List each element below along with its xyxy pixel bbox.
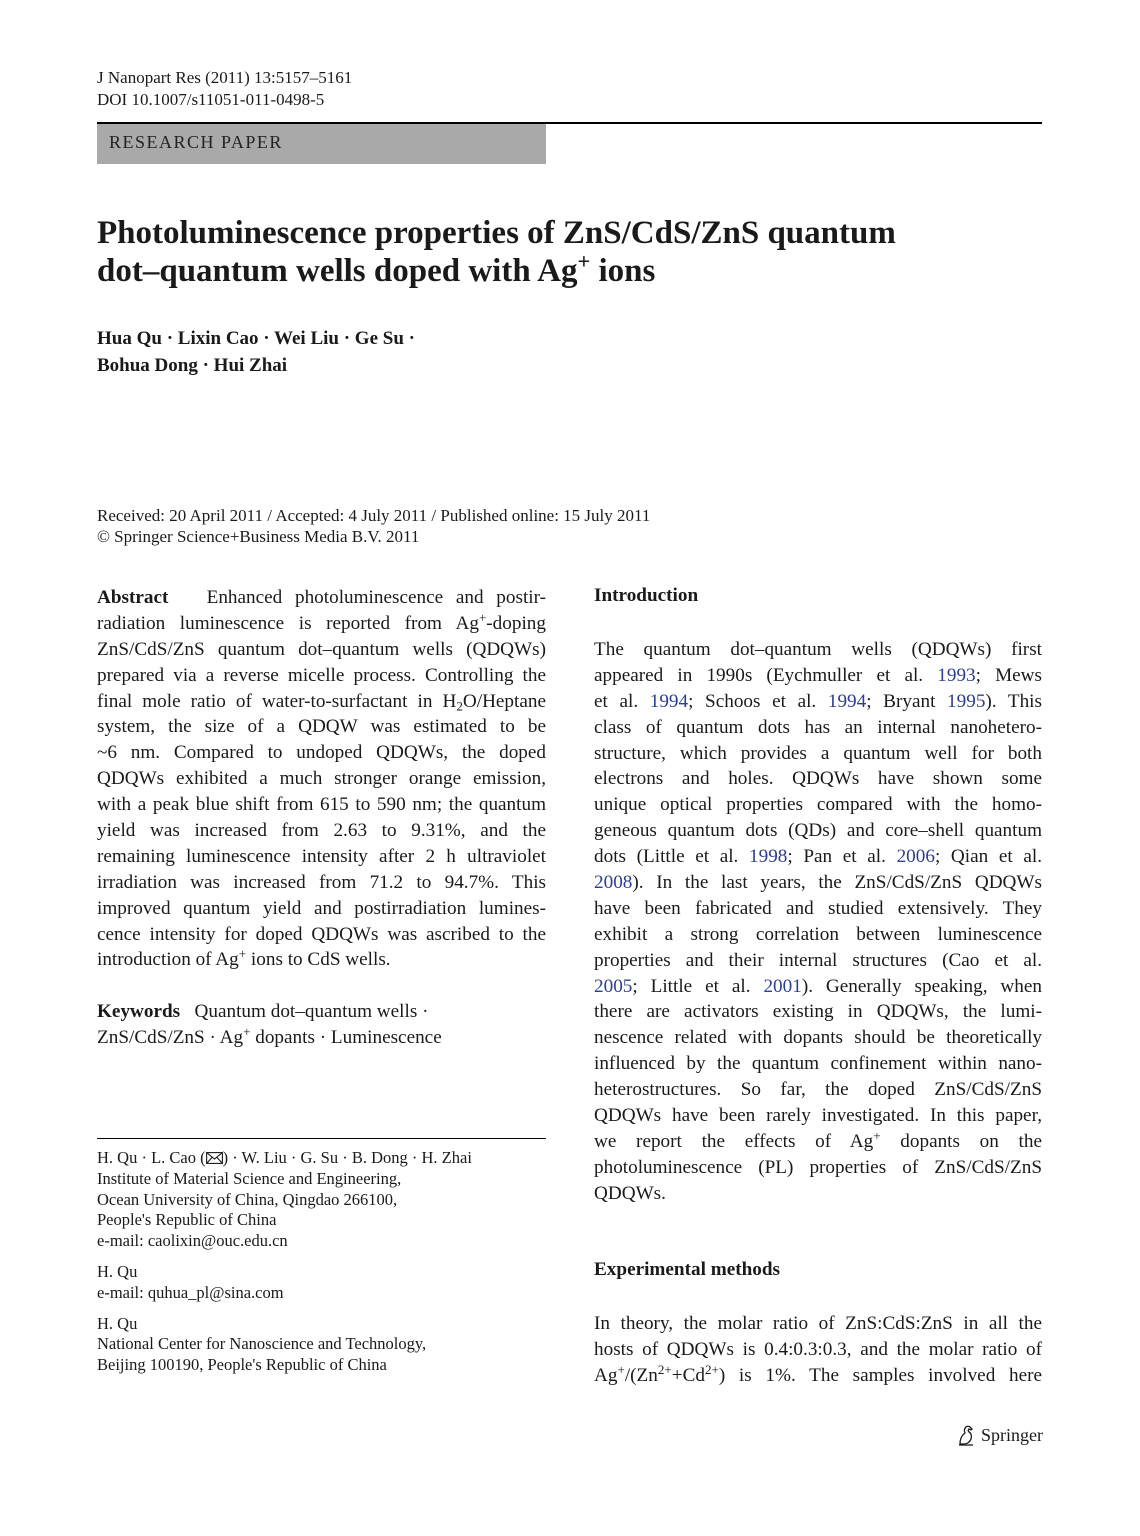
journal-citation: J Nanopart Res (2011) 13:5157–5161 xyxy=(97,68,353,87)
affiliation-country: People's Republic of China xyxy=(97,1210,277,1230)
affiliation-city: Beijing 100190, People's Republic of China xyxy=(97,1355,387,1375)
citation-link[interactable]: 2001 xyxy=(763,975,802,997)
publication-dates xyxy=(97,505,650,547)
affiliation-institute: National Center for Nanoscience and Technology, xyxy=(97,1334,427,1354)
affiliation-rule xyxy=(97,1138,546,1139)
journal-info xyxy=(97,67,352,111)
springer-horse-icon xyxy=(956,1424,976,1446)
abstract-label: Abstract xyxy=(97,587,169,608)
abstract-line: remaining luminescence intensity after 2 h ultraviolet xyxy=(97,845,546,867)
affiliations xyxy=(97,1148,546,1386)
abstract-line: radiation luminescence is reported from Ag+-doping xyxy=(97,610,546,634)
abstract-line: improved quantum yield and postirradiation lumines- xyxy=(97,897,546,919)
abstract-line: Abstract Enhanced photoluminescence and postir- xyxy=(97,587,546,608)
abstract-line: with a peak blue shift from 615 to 590 nm; the quantum xyxy=(97,794,546,816)
author-list xyxy=(97,325,415,379)
section-heading-introduction: Introduction xyxy=(594,585,699,606)
experimental-body: In theory, the molar ratio of ZnS:CdS:ZnS in all the hosts of QDQWs is 0.4:0.3:0.3, and the molar ratio of $Ag^+/(Zn^{2+}+Cd^{2+})$ is 1%. The samples involved here xyxy=(594,1313,1042,1386)
copyright: © Springer Science+Business Media B.V. 2011 xyxy=(97,527,420,546)
citation-link[interactable]: 1998 xyxy=(749,846,788,868)
affiliation-block-3 xyxy=(97,1314,546,1376)
abstract-line: QDQWs exhibited a much stronger orange emission, xyxy=(97,768,546,790)
citation-link[interactable]: 2006 xyxy=(896,846,935,868)
abstract-line: ZnS/CdS/ZnS quantum dot–quantum wells (QDQWs) xyxy=(97,638,546,660)
section-heading-experimental: Experimental methods xyxy=(594,1259,781,1280)
email-quhua[interactable]: e-mail: quhua_pl@sina.com xyxy=(97,1282,284,1302)
title-line-2: dot–quantum wells doped with Ag+ ions xyxy=(97,248,656,289)
keywords xyxy=(97,999,546,1051)
affiliation-authors: H. Qu · L. Cao ( ) · W. Liu · G. Su · B. Dong · H. Zhai xyxy=(97,1148,472,1167)
keywords-line: ZnS/CdS/ZnS · Ag+ dopants · Luminescence xyxy=(97,1023,442,1048)
citation-link[interactable]: 2005 xyxy=(594,975,633,997)
doi: DOI 10.1007/s11051-011-0498-5 xyxy=(97,90,325,109)
abstract-line: yield was increased from 2.63 to 9.31%, and the xyxy=(97,820,546,842)
citation-link[interactable]: 1993 xyxy=(937,664,976,686)
citation-link[interactable]: 1994 xyxy=(827,690,867,712)
keywords-line: Keywords Quantum dot–quantum wells · xyxy=(97,1001,429,1022)
affiliation-block-2 xyxy=(97,1262,546,1304)
abstract-line: ~6 nm. Compared to undoped QDQWs, the doped xyxy=(97,742,546,764)
date-history: Received: 20 April 2011 / Accepted: 4 July 2011 / Published online: 15 July 2011 xyxy=(97,506,651,525)
title-line-1: Photoluminescence properties of ZnS/CdS/ZnS quantum xyxy=(97,215,896,251)
affiliation-author: H. Qu xyxy=(97,1261,138,1281)
affiliation-institute: Institute of Material Science and Engineering, xyxy=(97,1168,402,1188)
springer-logo xyxy=(956,1424,1043,1446)
abstract-line: prepared via a reverse micelle process. Controlling the xyxy=(97,664,546,686)
citation-link[interactable]: 1995 xyxy=(947,690,986,712)
abstract-line: final mole ratio of water-to-surfactant in $H_2O$/Heptane xyxy=(97,690,546,713)
abstract-line: cence intensity for doped QDQWs was ascribed to the xyxy=(97,923,546,945)
authors-line-1: Hua Qu · Lixin Cao · Wei Liu · Ge Su · xyxy=(97,328,415,349)
authors-line-2: Bohua Dong · Hui Zhai xyxy=(97,355,288,376)
paper-type-label: RESEARCH PAPER xyxy=(109,132,283,152)
abstract-line: irradiation was increased from 71.2 to 94.7%. This xyxy=(97,871,546,893)
publisher-name: Springer xyxy=(981,1424,1043,1445)
affiliation-university: Ocean University of China, Qingdao 266100, xyxy=(97,1189,398,1209)
abstract-line: system, the size of a QDQW was estimated to be xyxy=(97,716,546,738)
keywords-label: Keywords xyxy=(97,1001,181,1022)
affiliation-block-1 xyxy=(97,1148,546,1252)
introduction-body: The quantum dot–quantum wells (QDQWs) first appeared in 1990s (Eychmuller et al. 1993; Mews et al. 1994; Schoos et al. 1994; Bryant 1995). This class of quantum dots has an internal nanohetero- structure, which provides a quantum well for both electrons and holes. QDQWs have shown some unique optical properties compared with the homo- geneous quantum dots (QDs) and core–shell quantum dots (Little et al. 1998; Pan et al. 2006; Qian et al. 2008). In the last years, the ZnS/CdS/ZnS QDQWs have been fabricated and studied extensively. They exhibit a strong correlation between luminescence properties and their internal structures (Cao et al. 2005; Little et al. 2001). Generally speaking, when there are activators existing in QDQWs, the lumi- nescence related with dopants should be theoretically influenced by the quantum confinement within nano- heterostructures. So far, the doped ZnS/CdS/ZnS QDQWs have been rarely investigated. In this paper, we report the effects of Ag+ dopants on the photoluminescence (PL) properties of ZnS/CdS/ZnS QDQWs. xyxy=(594,639,1042,1204)
affiliation-author: H. Qu xyxy=(97,1313,138,1333)
article-title xyxy=(97,214,997,290)
abstract xyxy=(97,585,546,973)
citation-link[interactable]: 2008 xyxy=(594,872,633,894)
abstract-line: introduction of Ag+ ions to CdS wells. xyxy=(97,946,391,971)
citation-link[interactable]: 1994 xyxy=(649,690,689,712)
envelope-icon xyxy=(206,1152,223,1164)
email-caolixin[interactable]: e-mail: caolixin@ouc.edu.cn xyxy=(97,1231,288,1251)
